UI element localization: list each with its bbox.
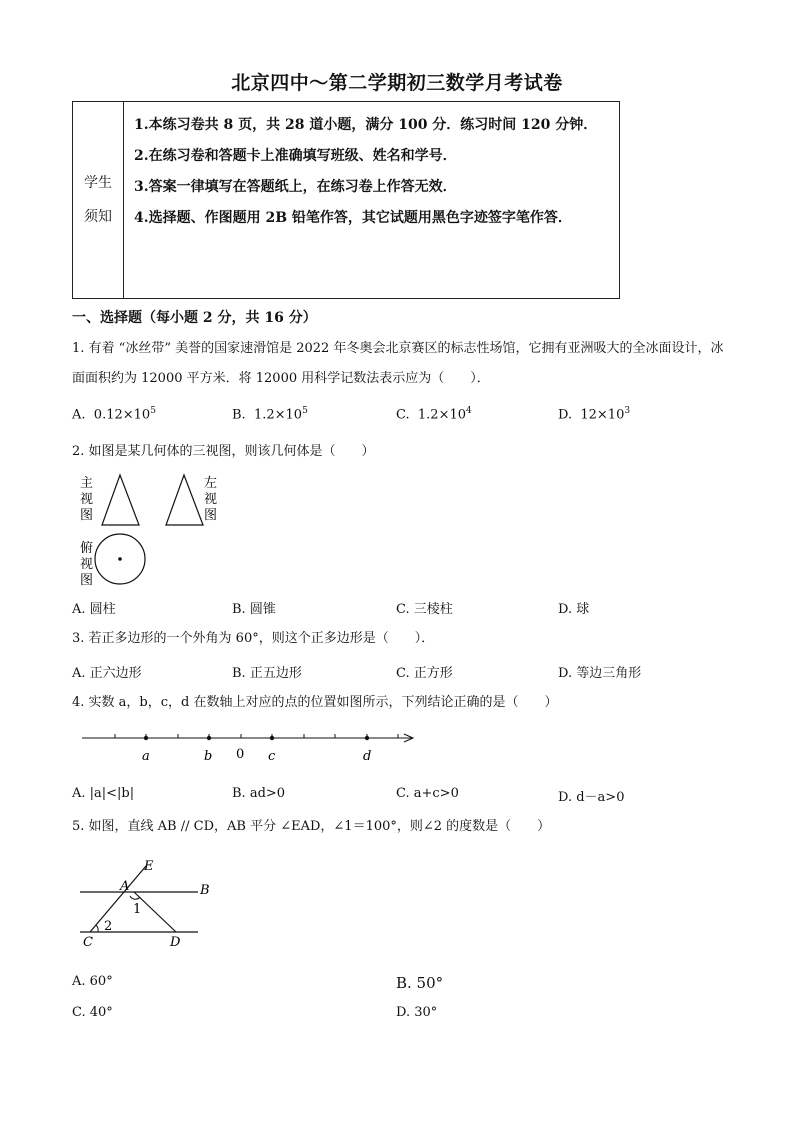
svg-text:图: 图	[80, 508, 94, 523]
notice-items	[124, 102, 619, 298]
option-d: D. d－a>0	[558, 790, 625, 805]
side-view-label	[204, 476, 217, 523]
svg-text:俯: 俯	[80, 541, 94, 556]
question-5-options-row2	[72, 1005, 712, 1029]
question-4-options	[72, 786, 712, 810]
option-c: C. 三棱柱	[396, 602, 453, 617]
question-4-text: 4. 实数 a，b，c，d 在数轴上对应的点的位置如图所示，下列结论正确的是（ ）	[72, 695, 558, 710]
question-5-text: 5. 如图，直线 AB // CD，AB 平分 ∠EAD，∠1＝100°，则∠2 的度数是（ ）	[72, 819, 551, 834]
question-3-text: 3. 若正多边形的一个外角为 60°，则这个正多边形是（ ）．	[72, 631, 435, 646]
option-d: D. 30°	[396, 1005, 438, 1020]
svg-text:图: 图	[80, 573, 94, 588]
question-2-text: 2. 如图是某几何体的三视图，则该几何体是（ ）	[72, 444, 375, 459]
option-a: A. 60°	[72, 974, 113, 989]
option-a: A. $0.12\times 10^5$	[72, 406, 156, 423]
option-b: B. 圆锥	[232, 602, 276, 617]
question-3-options	[72, 662, 712, 686]
notice-item: 3.答案一律填写在答题纸上，在练习卷上作答无效．	[134, 179, 457, 195]
top-view-center-dot	[118, 557, 122, 561]
option-c: C. a+c>0	[396, 786, 459, 801]
label-b: B	[200, 883, 210, 898]
three-view-figure	[72, 470, 232, 590]
label-c: C	[83, 935, 93, 950]
notice-label	[73, 102, 124, 298]
notice-label-line1: 学生	[84, 175, 112, 191]
side-view-triangle	[166, 475, 203, 525]
number-line-ticks	[115, 734, 398, 738]
option-d: D. 等边三角形	[558, 666, 642, 681]
label-d: D	[170, 935, 181, 950]
svg-text:主: 主	[80, 476, 94, 491]
section-heading: 一、选择题（每小题 2 分，共 16 分）	[72, 310, 317, 326]
option-a: A. |a|<|b|	[72, 786, 135, 801]
label-angle-2: 2	[104, 919, 113, 934]
svg-text:视: 视	[204, 492, 218, 507]
option-b: B. ad>0	[232, 786, 286, 801]
option-b: B. 正五边形	[232, 666, 302, 681]
label-zero: 0	[236, 747, 245, 762]
svg-text:视: 视	[80, 492, 94, 507]
label-a: A	[120, 879, 130, 894]
point-a	[144, 736, 148, 740]
page-title: 北京四中～第二学期初三数学月考试卷	[231, 72, 563, 94]
label-c: c	[268, 749, 276, 764]
option-c: C. 40°	[72, 1005, 113, 1020]
svg-text:左: 左	[204, 476, 218, 491]
question-1-options	[72, 406, 712, 430]
notice-item: 1.本练习卷共 8 页，共 28 道小题，满分 100 分．练习时间 120 分钟．	[134, 117, 598, 133]
number-line-figure	[72, 724, 422, 768]
label-d: d	[363, 749, 372, 764]
option-a: A. 正六边形	[72, 666, 142, 681]
label-e: E	[144, 859, 154, 874]
option-b: B. $1.2\times 10^5$	[232, 406, 308, 423]
label-b: b	[204, 749, 213, 764]
option-b: B. 50°	[396, 974, 444, 992]
front-view-label	[80, 476, 93, 523]
notice-item: 4.选择题、作图题用 2B 铅笔作答，其它试题用黑色字迹签字笔作答．	[134, 210, 572, 226]
option-a: A. 圆柱	[72, 602, 116, 617]
angle-2-arc	[96, 925, 98, 932]
point-b	[207, 736, 211, 740]
option-d: D. 球	[558, 602, 590, 617]
parallel-lines-figure	[72, 852, 232, 952]
question-5-options-row1	[72, 974, 712, 998]
svg-text:图: 图	[204, 508, 218, 523]
notice-label-line2: 须知	[84, 209, 112, 225]
question-2-options	[72, 598, 712, 622]
label-a: a	[142, 749, 150, 764]
front-view-triangle	[102, 475, 139, 525]
notice-item: 2.在练习卷和答题卡上准确填写班级、姓名和学号．	[134, 148, 457, 164]
option-c: C. 正方形	[396, 666, 453, 681]
option-d: D. $12\times 10^3$	[558, 406, 631, 423]
label-angle-1: 1	[133, 902, 142, 917]
svg-text:视: 视	[80, 557, 94, 572]
point-c	[270, 736, 274, 740]
top-view-label	[80, 541, 93, 588]
option-c: C. $1.2\times 10^4$	[396, 406, 472, 423]
notice-box	[72, 101, 620, 299]
question-1-text: 1. 有着 “冰丝带” 美誉的国家速滑馆是 2022 年冬奥会北京赛区的标志性场馆，它拥有亚洲吸大的全冰面设计，冰面面积约为 12000 平方米．将 12000 用科学记数法表示应为（ ）．	[72, 341, 724, 386]
point-d	[365, 736, 369, 740]
